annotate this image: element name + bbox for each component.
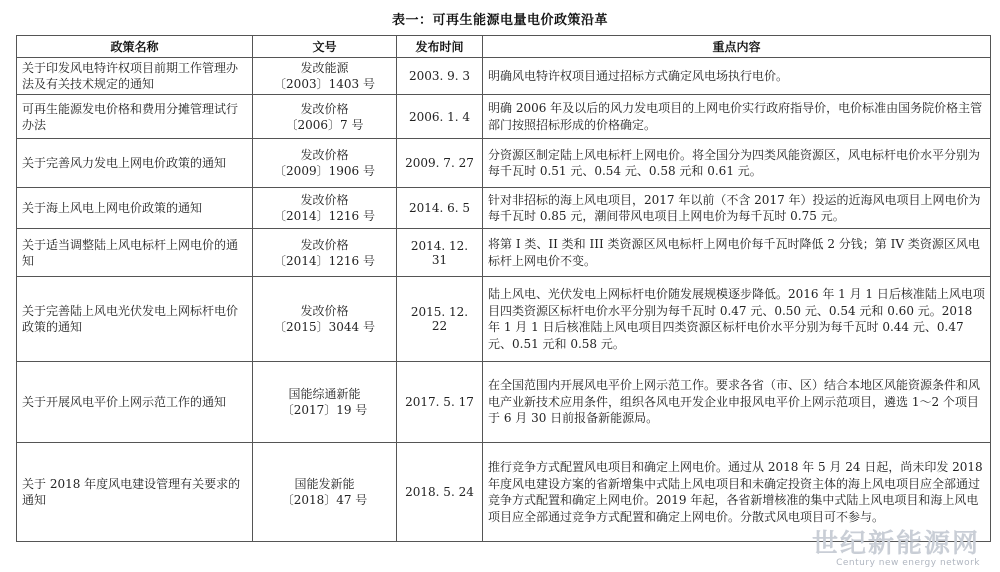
watermark-subtitle: Century new energy network: [836, 558, 980, 568]
doc-number-line: 发改价格: [300, 193, 349, 207]
release-date-cell: 2006. 1. 4: [397, 95, 483, 139]
release-date-cell: 2014. 12. 31: [397, 229, 483, 277]
doc-number-line: 发改价格: [300, 237, 349, 252]
release-date-cell: 2014. 6. 5: [397, 188, 483, 229]
doc-number-line: 发改价格: [300, 101, 349, 116]
doc-number-line: 〔2009〕1906 号: [274, 164, 375, 178]
policy-name-cell: 关于海上风电上网电价政策的通知: [17, 188, 253, 229]
table-row: [17, 95, 991, 139]
header-doc-number: 文号: [253, 36, 397, 58]
doc-number-line: 发改价格: [300, 148, 349, 162]
table-header-row: [17, 36, 991, 58]
doc-number-line: 国能发新能: [294, 477, 355, 491]
doc-number-cell: [253, 95, 397, 139]
key-content-cell: 将第 I 类、II 类和 III 类资源区风电标杆上网电价每千瓦时降低 2 分钱；第 IV 类资源区风电标杆上网电价不变。: [483, 229, 991, 277]
doc-number-line: 国能综通新能: [288, 387, 361, 401]
doc-number-line: 发改能源: [300, 61, 349, 75]
doc-number-cell: [253, 229, 397, 277]
doc-number-line: 〔2015〕3044 号: [274, 320, 375, 334]
policy-name-cell: 关于完善风力发电上网电价政策的通知: [17, 139, 253, 188]
key-content-cell: 推行竞争方式配置风电项目和确定上网电价。通过从 2018 年 5 月 24 日起，尚未印发 2018 年度风电建设方案的省新增集中式陆上风电项目和未确定投资主体的海上风电项目应全部通过竞争方式配置和确定上网电价。2019 年起，各省新增核准的集中式陆上风电项目和海上风电项目应全部通过竞争方式配置和确定上网电价。分散式风电项目可不参与。: [483, 443, 991, 542]
doc-number-cell: [253, 139, 397, 188]
release-date-cell: 2003. 9. 3: [397, 58, 483, 95]
release-date-cell: 2009. 7. 27: [397, 139, 483, 188]
release-date-cell: 2017. 5. 17: [397, 362, 483, 443]
doc-number-line: 〔2017〕19 号: [281, 403, 368, 417]
doc-number-line: 〔2003〕1403 号: [274, 77, 375, 91]
key-content-cell: 针对非招标的海上风电项目，2017 年以前（不含 2017 年）投运的近海风电项目上网电价为每千瓦时 0.85 元，潮间带风电项目上网电价为每千瓦时 0.75 元。: [483, 188, 991, 229]
header-release-date: 发布时间: [397, 36, 483, 58]
doc-number-line: 〔2014〕1216 号: [274, 253, 375, 268]
table-row: [17, 139, 991, 188]
policy-table: [16, 35, 991, 542]
table-row: [17, 58, 991, 95]
policy-name-cell: 关于印发风电特许权项目前期工作管理办法及有关技术规定的通知: [17, 58, 253, 95]
policy-name-cell: 关于开展风电平价上网示范工作的通知: [17, 362, 253, 443]
release-date-cell: 2018. 5. 24: [397, 443, 483, 542]
table-title: 表一：可再生能源电量电价政策沿革: [391, 13, 608, 28]
doc-number-cell: [253, 362, 397, 443]
doc-number-line: 发改价格: [300, 304, 349, 318]
table-row: [17, 362, 991, 443]
doc-number-cell: [253, 443, 397, 542]
policy-name-cell: 关于完善陆上风电光伏发电上网标杆电价政策的通知: [17, 277, 253, 362]
doc-number-line: 〔2006〕7 号: [285, 117, 364, 132]
doc-number-line: 〔2018〕47 号: [281, 493, 368, 507]
key-content-cell: 明确 2006 年及以后的风力发电项目的上网电价实行政府指导价，电价标准由国务院价格主管部门按照招标形成的价格确定。: [483, 95, 991, 139]
policy-name-cell: 关于适当调整陆上风电标杆上网电价的通知: [17, 229, 253, 277]
header-key-content: 重点内容: [483, 36, 991, 58]
table-row: [17, 277, 991, 362]
doc-number-cell: [253, 188, 397, 229]
key-content-cell: 明确风电特许权项目通过招标方式确定风电场执行电价。: [483, 58, 991, 95]
policy-name-cell: 可再生能源发电价格和费用分摊管理试行办法: [17, 95, 253, 139]
table-row: [17, 443, 991, 542]
key-content-cell: 陆上风电、光伏发电上网标杆电价随发展规模逐步降低。2016 年 1 月 1 日后核准陆上风电项目四类资源区标杆电价水平分别为每千瓦时 0.47 元、0.50 元、0.54 元和 0.60 元。2018 年 1 月 1 日后核准陆上风电项目四类资源区标杆电价水平分别为每千瓦时 0.44 元、0.47 元、0.51 元和 0.58 元。: [483, 277, 991, 362]
watermark-logo-text: 世纪新能源网: [811, 529, 980, 559]
doc-number-line: 〔2014〕1216 号: [274, 209, 375, 223]
header-policy-name: 政策名称: [17, 36, 253, 58]
site-watermark: [812, 530, 980, 568]
doc-number-cell: [253, 277, 397, 362]
key-content-cell: 在全国范围内开展风电平价上网示范工作。要求各省（市、区）结合本地区风能资源条件和风电产业新技术应用条件，组织各风电开发企业申报风电平价上网示范项目，遴选 1～2 个项目于 6 月 30 日前报备新能源局。: [483, 362, 991, 443]
release-date-cell: 2015. 12. 22: [397, 277, 483, 362]
policy-name-cell: 关于 2018 年度风电建设管理有关要求的通知: [17, 443, 253, 542]
table-row: [17, 188, 991, 229]
table-row: [17, 229, 991, 277]
doc-number-cell: [253, 58, 397, 95]
key-content-cell: 分资源区制定陆上风电标杆上网电价。将全国分为四类风能资源区，风电标杆电价水平分别为每千瓦时 0.51 元、0.54 元、0.58 元和 0.61 元。: [483, 139, 991, 188]
